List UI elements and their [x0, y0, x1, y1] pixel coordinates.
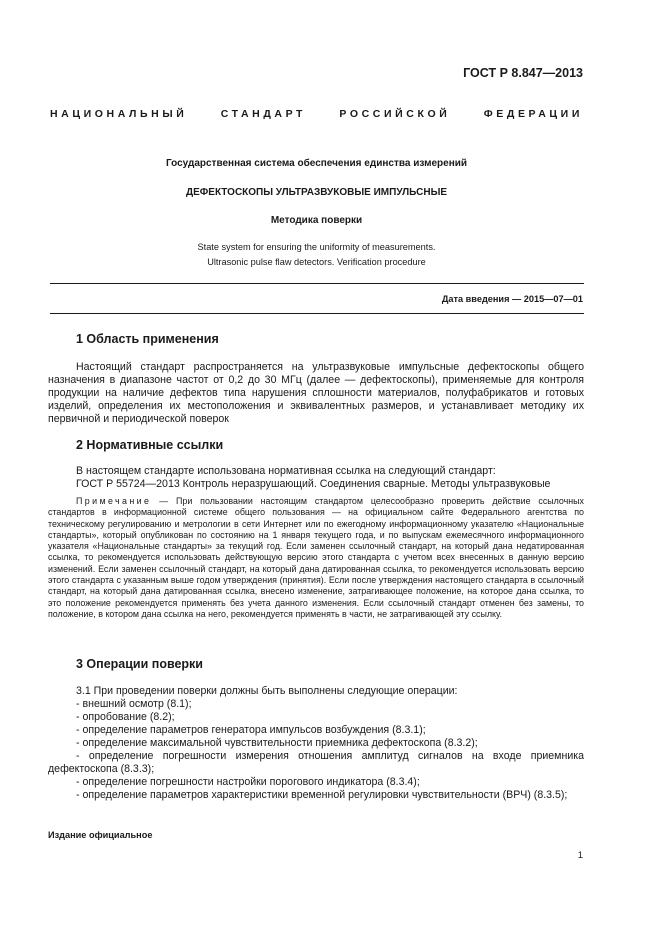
- english-title-line-2: Ultrasonic pulse flaw detectors. Verification procedure: [207, 256, 426, 267]
- main-title: ДЕФЕКТОСКОПЫ УЛЬТРАЗВУКОВЫЕ ИМПУЛЬСНЫЕ: [185, 187, 448, 198]
- subtitle: Методика поверки: [270, 215, 363, 226]
- section-2-heading: 2 Нормативные ссылки: [76, 438, 224, 452]
- banner-word-1: НАЦИОНАЛЬНЫЙ: [50, 108, 188, 120]
- page-number: 1: [577, 850, 583, 861]
- banner-word-2: СТАНДАРТ: [220, 108, 307, 120]
- bottom-rule: [50, 313, 584, 314]
- section-1-paragraph: Настоящий стандарт распространяется на ультразвуковые импульсные дефектоскопы общего назначения в диапазоне частот от 0,2 до 30 МГц (далее — дефектоскопы), применяемые для контроля продукции на наличие дефектов типа нарушения сплошности материалов, полуфабрикатов и готовых изделий, определения их местоположения и эквивалентных размеров, и устанавливает методику их первичной и периодической поверок: [48, 361, 584, 425]
- section-2-note: [48, 496, 584, 620]
- operation-item-wrapped: [48, 789, 584, 802]
- note-text: — При пользовании настоящим стандартом целесообразно проверить действие ссылочных стандартов в информационной системе общего пользования — на официальном сайте Федерального агентства по техническому регулированию и метрологии в сети Интернет или по ежегодному информационному указателю «Национальные стандарты», который опубликован по состоянию на 1 января текущего года, и по выпускам ежемесячного информационного указателя «Национальные стандарты» за текущий год. Если заменен ссылочный стандарт, на который дана недатированная ссылка, то рекомендуется использовать действующую версию этого стандарта с учетом всех внесенных в данную версию изменений. Если заменен ссылочный стандарт, на который дана датированная ссылка, то рекомендуется использовать версию этого стандарта с указанным выше годом утверждения (принятия). Если после утверждения настоящего стандарта в ссылочный стандарт, на который дана датированная ссылка, внесено изменение, затрагивающее положение, на которое дана ссылка, то это положение рекомендуется применять без учета данного изменения. Если ссылочный стандарт отменен без замены, то положение, в котором дана ссылка на него, рекомендуется применять в части, не затрагивающей эту ссылку.: [48, 496, 584, 619]
- english-title: [50, 240, 583, 269]
- section-1-heading: 1 Область применения: [76, 332, 219, 346]
- section-2-reference: ГОСТ Р 55724—2013 Контроль неразрушающий. Соединения сварные. Методы ультразвуковые: [76, 478, 551, 490]
- english-title-line-1: State system for ensuring the uniformity of measurements.: [197, 242, 436, 252]
- operation-item-wrapped: [48, 750, 584, 776]
- top-rule: [50, 283, 584, 284]
- section-3-intro: 3.1 При проведении поверки должны быть выполнены следующие операции:: [76, 685, 458, 697]
- operation-item-text: - определение погрешности измерения отношения амплитуд сигналов на входе приемника дефектоскопа (8.3.3);: [48, 750, 584, 775]
- national-standard-banner: [50, 108, 583, 120]
- operation-item: - опробование (8.2);: [76, 711, 175, 723]
- operation-item: - внешний осмотр (8.1);: [76, 698, 192, 710]
- operation-item: - определение максимальной чувствительности приемника дефектоскопа (8.3.2);: [76, 737, 478, 749]
- section-1-text: [48, 361, 584, 426]
- operation-item: - определение параметров генератора импульсов возбуждения (8.3.1);: [76, 724, 426, 736]
- operation-item-text: - определение параметров характеристики временной регулировки чувствительности (ВРЧ) (8.3.5);: [76, 789, 568, 801]
- banner-word-4: ФЕДЕРАЦИИ: [483, 108, 583, 120]
- section-2-intro: В настоящем стандарте использована нормативная ссылка на следующий стандарт:: [76, 465, 496, 477]
- section-3-heading: 3 Операции поверки: [76, 657, 203, 671]
- note-label: Примечание: [76, 496, 152, 506]
- official-edition-label: Издание официальное: [48, 830, 153, 840]
- banner-word-3: РОССИЙСКОЙ: [339, 108, 451, 120]
- system-title: Государственная система обеспечения единства измерений: [165, 158, 468, 169]
- document-code: ГОСТ Р 8.847—2013: [463, 66, 583, 80]
- introduction-date: Дата введения — 2015—07—01: [441, 294, 583, 304]
- operation-item: - определение погрешности настройки порогового индикатора (8.3.4);: [76, 776, 420, 788]
